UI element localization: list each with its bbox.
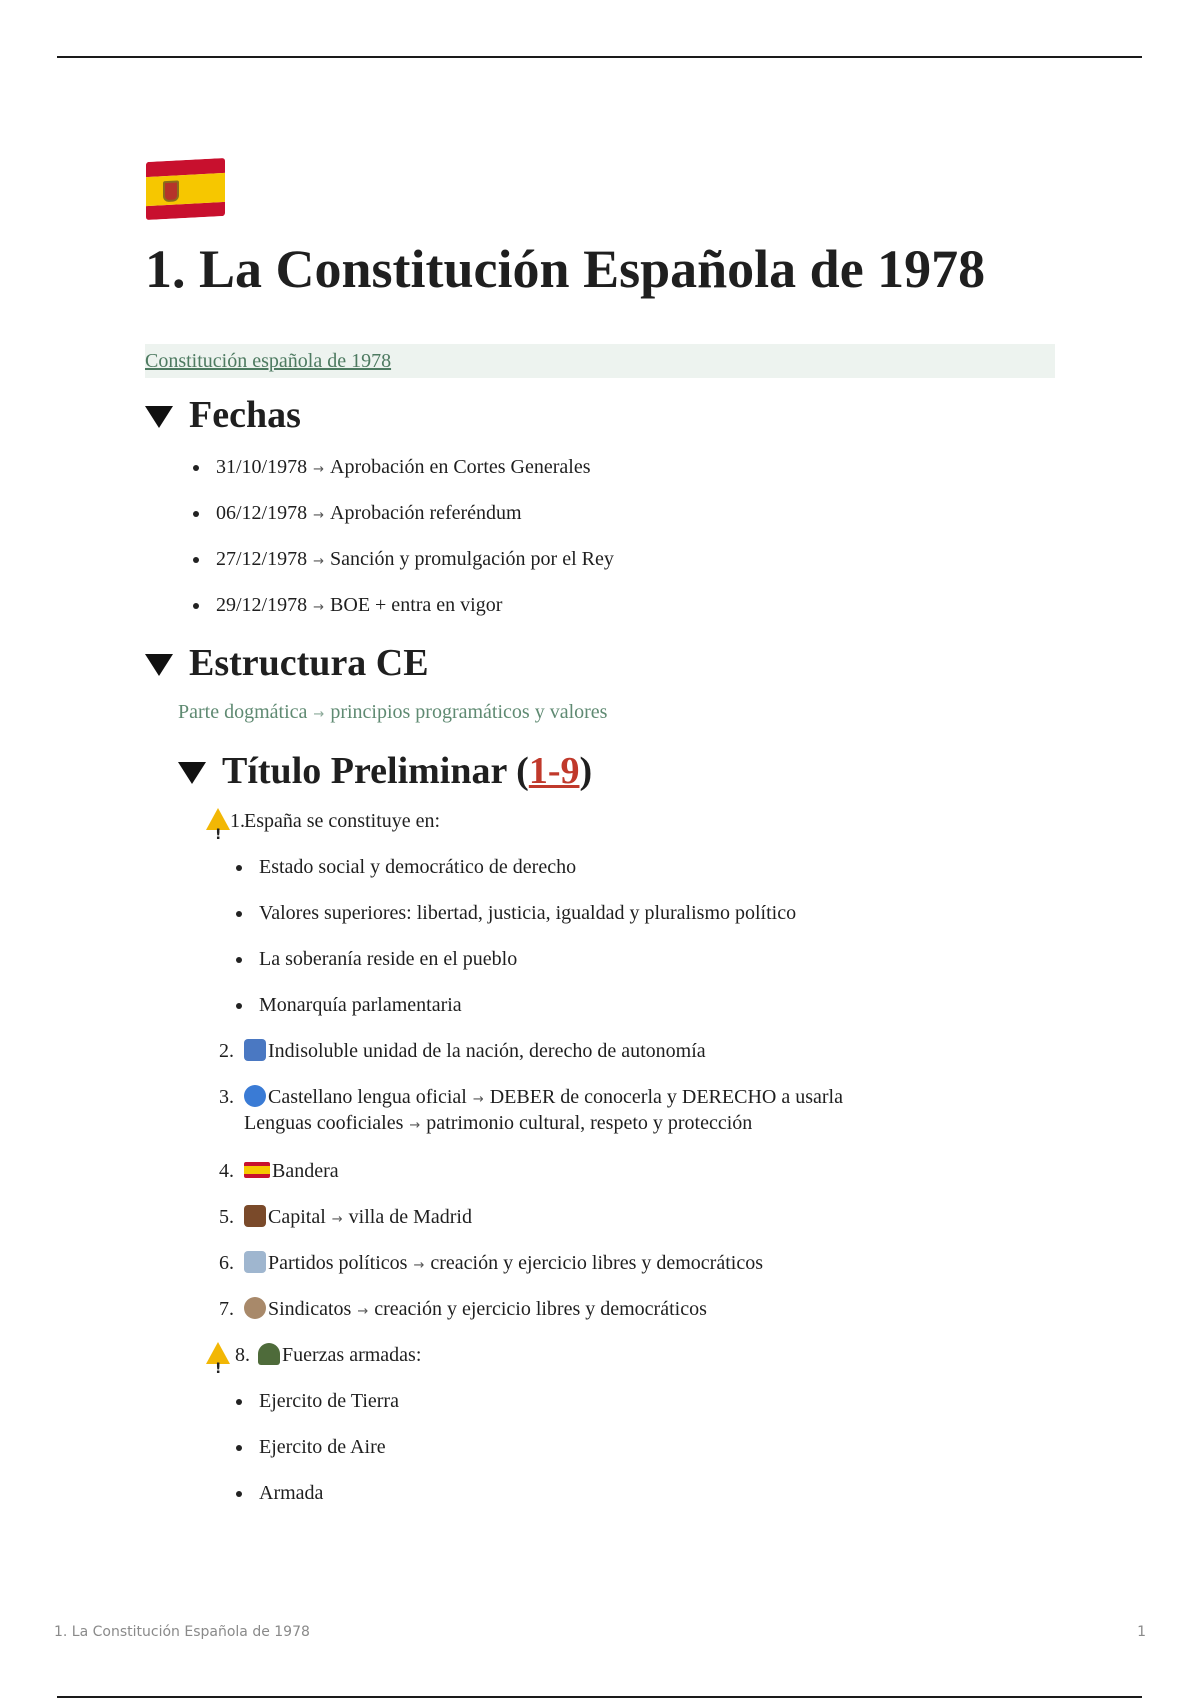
article-8: ! 8. Fuerzas armadas:	[244, 1332, 1055, 1378]
list-item: 06/12/1978 → Aprobación referéndum	[216, 490, 1055, 536]
article-3-line-2: Lenguas cooficiales → patrimonio cultural, respeto y protección	[244, 1112, 753, 1134]
list-item: Monarquía parlamentaria	[259, 982, 1055, 1028]
articles-list	[219, 798, 1055, 1516]
estructura-note: Parte dogmática → principios programáticos y valores	[178, 701, 608, 723]
speaking-head-icon	[244, 1085, 266, 1107]
list-item: Ejercito de Aire	[259, 1424, 1055, 1470]
warning-icon	[206, 808, 230, 830]
articles-range-link[interactable]: 1-9	[528, 750, 580, 792]
page-footer	[54, 1624, 1146, 1640]
page-number: 1	[1137, 1624, 1146, 1640]
titulo-preliminar-section	[178, 746, 1055, 1516]
estructura-toggle[interactable]	[145, 638, 1055, 688]
fechas-section	[145, 390, 1055, 628]
list-item: Estado social y democrático de derecho	[259, 844, 1055, 890]
article-4: 4. Bandera	[219, 1160, 339, 1182]
top-rule	[57, 56, 1142, 58]
titulo-preliminar-heading: Título Preliminar (1-9)	[222, 750, 593, 792]
fechas-list	[216, 444, 1055, 628]
fechas-heading: Fechas	[189, 394, 301, 436]
list-item: La soberanía reside en el pueblo	[259, 936, 1055, 982]
bottom-rule	[57, 1696, 1142, 1698]
spain-flag-icon	[244, 1162, 270, 1178]
sloth-icon	[244, 1297, 266, 1319]
article-5: 5. Capital → villa de Madrid	[219, 1206, 472, 1228]
article-1: !1. España se constituye en:	[244, 798, 1055, 844]
list-item: Armada	[259, 1470, 1055, 1516]
article-6: 6. Partidos políticos → creación y ejercicio libres y democráticos	[219, 1252, 763, 1274]
warning-icon	[206, 1342, 230, 1364]
article-7: 7. Sindicatos → creación y ejercicio libres y democráticos	[219, 1298, 707, 1320]
fechas-toggle[interactable]	[145, 390, 1055, 440]
constitution-link[interactable]: Constitución española de 1978	[145, 350, 392, 372]
person-suit-icon	[244, 1251, 266, 1273]
estructura-heading: Estructura CE	[189, 642, 429, 684]
footer-title: 1. La Constitución Española de 1978	[54, 1624, 310, 1640]
estructura-section	[145, 638, 1055, 1516]
page-content	[145, 160, 1055, 1516]
article-3: 3. Castellano lengua oficial → DEBER de conocerla y DERECHO a usarla	[219, 1086, 843, 1108]
toggle-triangle-icon[interactable]	[178, 762, 206, 784]
article-8-bullets	[259, 1378, 1055, 1516]
list-item: Valores superiores: libertad, justicia, igualdad y pluralismo político	[259, 890, 1055, 936]
list-item: Ejercito de Tierra	[259, 1378, 1055, 1424]
list-item: 31/10/1978 → Aprobación en Cortes Generales	[216, 444, 1055, 490]
article-2: 2. Indisoluble unidad de la nación, derecho de autonomía	[219, 1040, 706, 1062]
page-title: 1. La Constitución Española de 1978	[145, 239, 986, 299]
list-item: 29/12/1978 → BOE + entra en vigor	[216, 582, 1055, 628]
people-icon	[244, 1039, 266, 1061]
titulo-preliminar-toggle[interactable]	[178, 746, 1055, 796]
link-bar	[145, 344, 1055, 378]
toggle-triangle-icon[interactable]	[145, 654, 173, 676]
spain-flag-icon	[146, 158, 225, 220]
ox-icon	[244, 1205, 266, 1227]
military-helmet-icon	[258, 1343, 280, 1365]
article-1-bullets	[259, 844, 1055, 1028]
toggle-triangle-icon[interactable]	[145, 406, 173, 428]
list-item: 27/12/1978 → Sanción y promulgación por el Rey	[216, 536, 1055, 582]
